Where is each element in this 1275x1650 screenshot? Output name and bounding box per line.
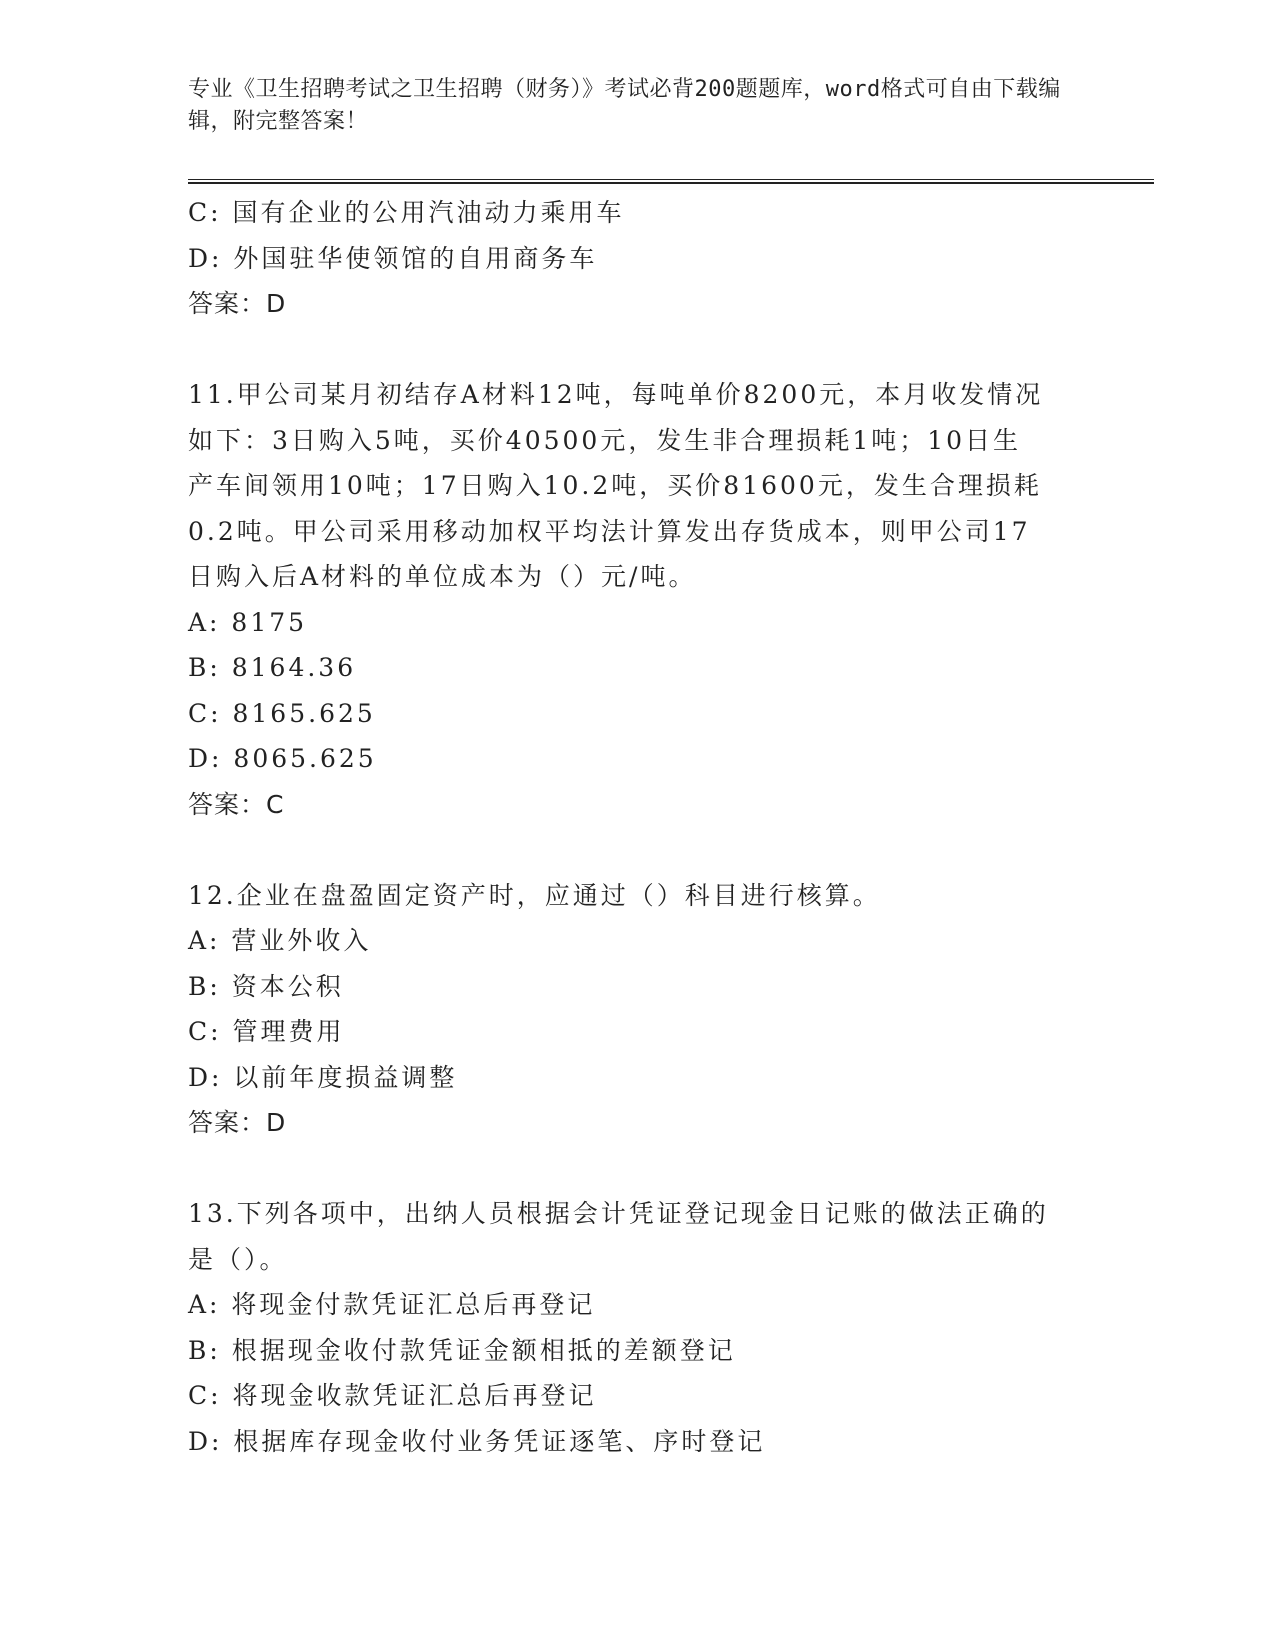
question-11 — [188, 372, 1088, 827]
answer-line: 答案：D — [188, 289, 287, 318]
header-divider-thick — [188, 182, 1154, 184]
header-divider-thin — [188, 179, 1154, 180]
option-c: C: 管理费用 — [188, 1017, 345, 1046]
question-stem: 12.企业在盘盈固定资产时，应通过（）科目进行核算。 — [188, 880, 881, 910]
option-c: C: 将现金收款凭证汇总后再登记 — [188, 1381, 597, 1410]
option-b: B: 资本公积 — [188, 971, 344, 1001]
question-12 — [188, 873, 1088, 1146]
option-d: D: 外国驻华使领馆的自用商务车 — [188, 243, 598, 273]
option-d: D: 根据库存现金收付业务凭证逐笔、序时登记 — [188, 1426, 766, 1456]
question-list — [188, 190, 1088, 1464]
option-c: C: 8165.625 — [188, 698, 376, 728]
question-stem-line: 0.2吨。甲公司采用移动加权平均法计算发出存货成本，则甲公司17 — [188, 516, 1031, 546]
option-a: A: 将现金付款凭证汇总后再登记 — [188, 1290, 596, 1319]
option-a: A: 营业外收入 — [188, 926, 372, 955]
question-stem-line: 11.甲公司某月初结存A材料12吨，每吨单价8200元，本月收发情况 — [188, 380, 1044, 409]
option-a: A: 8175 — [188, 607, 308, 637]
question-stem-line: 13.下列各项中，出纳人员根据会计凭证登记现金日记账的做法正确的 — [188, 1199, 1049, 1228]
spacer — [188, 1146, 1088, 1192]
answer-line: 答案：C — [188, 789, 285, 819]
option-d: D: 以前年度损益调整 — [188, 1062, 458, 1092]
question-13 — [188, 1191, 1088, 1464]
question-stem-line: 产车间领用10吨；17日购入10.2吨，买价81600元，发生合理损耗 — [188, 471, 1042, 500]
question-stem-line: 日购入后A材料的单位成本为（）元/吨。 — [188, 562, 697, 591]
question-10 — [188, 190, 1088, 327]
spacer — [188, 827, 1088, 873]
question-stem-line: 如下：3日购入5吨，买价40500元，发生非合理损耗1吨；10日生 — [188, 425, 1022, 455]
option-d: D: 8065.625 — [188, 744, 377, 773]
answer-line: 答案：D — [188, 1108, 287, 1137]
option-b: B: 8164.36 — [188, 653, 357, 682]
option-b: B: 根据现金收付款凭证金额相抵的差额登记 — [188, 1335, 736, 1365]
document-header: 专业《卫生招聘考试之卫生招聘（财务）》考试必背200题题库，word格式可自由下载编辑，附完整答案！ — [188, 77, 1061, 134]
question-stem-line: 是（）。 — [188, 1244, 288, 1274]
spacer — [188, 327, 1088, 373]
option-c: C: 国有企业的公用汽油动力乘用车 — [188, 198, 625, 227]
